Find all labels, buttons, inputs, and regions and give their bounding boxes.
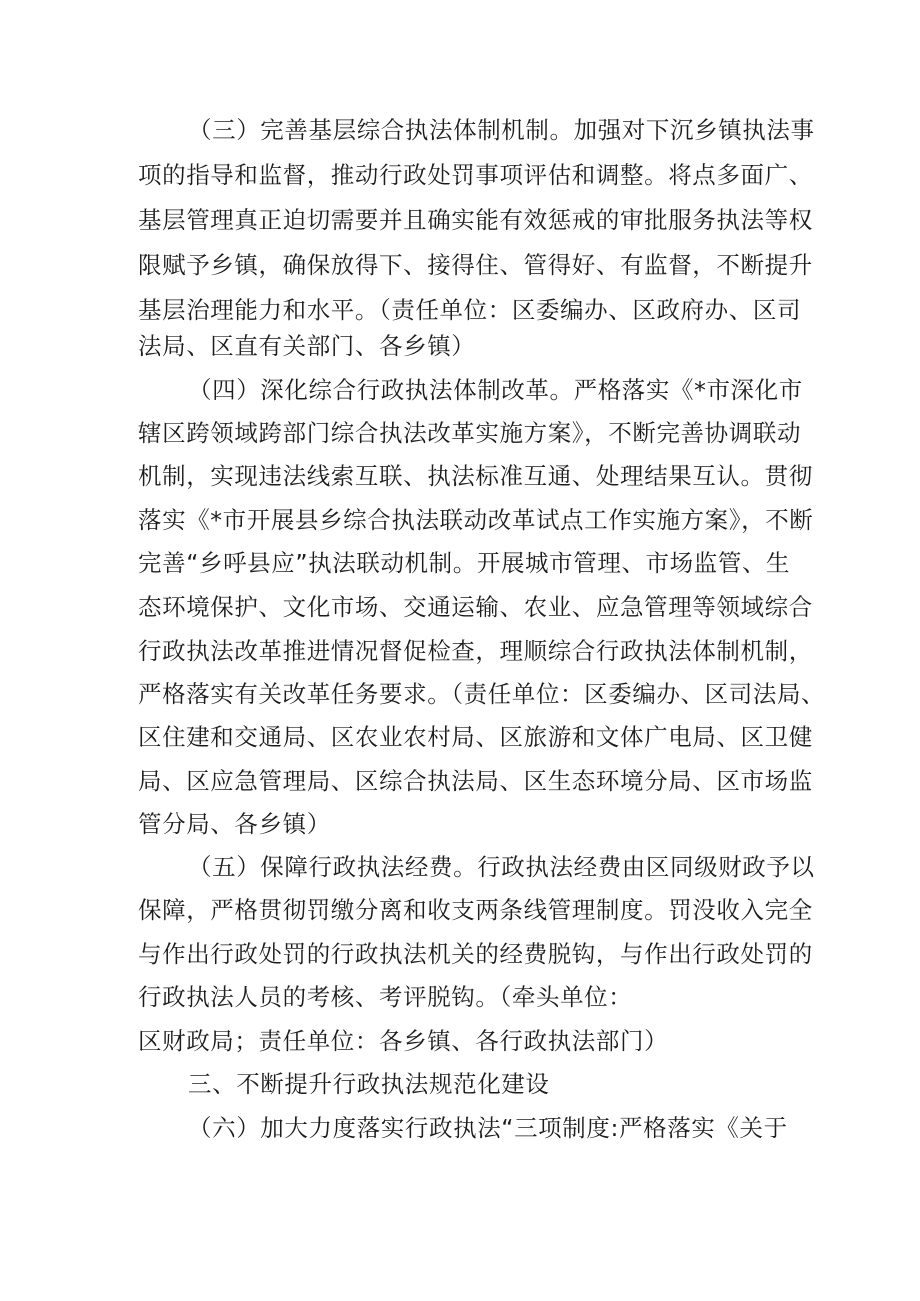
paragraph-4-line-11: 管分局、各乡镇） [138, 810, 331, 838]
paragraph-4-line-8: 严格落实有关改革任务要求。（责任单位：区委编办、区司法局、 [138, 680, 826, 708]
paragraph-4-line-3: 机制，实现违法线索互联、执法标准互通、处理结果互认。贯彻 [138, 462, 813, 490]
paragraph-6-line-1: （六）加大力度落实行政执法“三项制度:严格落实《关于 [188, 1114, 788, 1142]
paragraph-5-line-4: 行政执法人员的考核、考评脱钩。（牵头单位： [138, 983, 633, 1011]
paragraph-3-line-4: 限赋予乡镇，确保放得下、接得住、管得好、有监督，不断提升 [138, 251, 813, 279]
paragraph-5-line-1: （五）保障行政执法经费。行政执法经费由区同级财政予以 [188, 853, 815, 881]
section-3-heading: 三、不断提升行政执法规范化建设 [188, 1070, 550, 1098]
paragraph-4-line-1: （四）深化综合行政执法体制改革。严格落实《*市深化市 [188, 376, 803, 404]
paragraph-3-line-2: 项的指导和监督，推动行政处罚事项评估和调整。将点多面广、 [138, 161, 813, 189]
paragraph-4-line-7: 行政执法改革推进情况督促检查，理顺综合行政执法体制机制， [138, 637, 813, 665]
paragraph-5-line-2: 保障，严格贯彻罚缴分离和收支两条线管理制度。罚没收入完全 [138, 896, 813, 924]
paragraph-5-line-3: 与作出行政处罚的行政执法机关的经费脱钩，与作出行政处罚的 [138, 940, 813, 968]
paragraph-4-line-6: 态环境保护、文化市场、交通运输、农业、应急管理等领域综合 [138, 593, 813, 621]
paragraph-3-line-3: 基层管理真正迫切需要并且确实能有效惩戒的审批服务执法等权 [138, 206, 813, 234]
paragraph-4-line-4: 落实《*市开展县乡综合执法联动改革试点工作实施方案》，不断 [138, 506, 814, 534]
paragraph-3-line-6: 法局、区直有关部门、各乡镇） [138, 332, 476, 360]
paragraph-3-line-5: 基层治理能力和水平。（责任单位：区委编办、区政府办、区司 [138, 296, 802, 324]
paragraph-3-line-1: （三）完善基层综合执法体制机制。加强对下沉乡镇执法事 [188, 116, 815, 144]
paragraph-4-line-9: 区住建和交通局、区农业农村局、区旅游和文体广电局、区卫健 [138, 723, 813, 751]
paragraph-4-line-2: 辖区跨领域跨部门综合执法改革实施方案》，不断完善协调联动 [138, 419, 802, 447]
paragraph-4-line-5: 完善“乡呼县应”执法联动机制。开展城市管理、市场监管、生 [138, 549, 791, 577]
paragraph-5-line-5: 区财政局；责任单位：各乡镇、各行政执法部门） [138, 1027, 669, 1055]
paragraph-4-line-10: 局、区应急管理局、区综合执法局、区生态环境分局、区市场监 [138, 767, 813, 795]
